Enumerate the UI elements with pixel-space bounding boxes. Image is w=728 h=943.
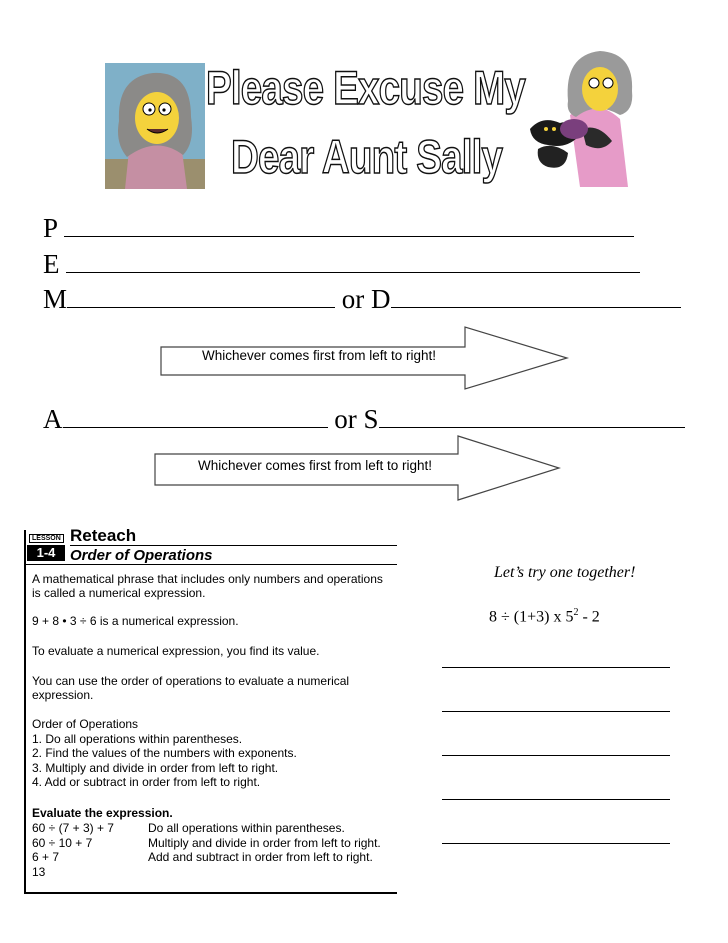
- evaluate-text: To evaluate a numerical expression, you find its value.: [32, 644, 320, 658]
- or-s-text: or S: [334, 404, 379, 434]
- intro-line-1: A mathematical phrase that includes only numbers and operations: [32, 572, 383, 586]
- s-blank[interactable]: [379, 407, 685, 428]
- order-heading: Order of Operations: [32, 717, 139, 731]
- arrow-note-2: Whichever comes first from left to right!: [198, 458, 433, 473]
- answer-line-5[interactable]: [442, 843, 670, 844]
- work-expr-3: 6 + 7: [32, 850, 60, 864]
- answer-line-3[interactable]: [442, 755, 670, 756]
- together-expression: [489, 607, 600, 626]
- a-blank[interactable]: [63, 407, 328, 428]
- arrow-left-to-right-2: [154, 435, 562, 501]
- reteach-heading: Reteach: [70, 526, 137, 545]
- m-blank[interactable]: [67, 287, 335, 308]
- m-letter: M: [43, 284, 68, 314]
- p-line: [43, 215, 634, 242]
- reteach-subheading: Order of Operations: [70, 547, 213, 564]
- title-line-1: Please Excuse My: [206, 61, 525, 114]
- work-expr-4: 13: [32, 865, 46, 879]
- intro-line-2: is called a numerical expression.: [32, 586, 206, 600]
- step-4: 4. Add or subtract in order from left to right.: [32, 775, 261, 789]
- work-expr-1: 60 ÷ (7 + 3) + 7: [32, 821, 114, 835]
- expression-main: 8 ÷ (1+3) x 5: [489, 608, 574, 626]
- a-letter: A: [43, 404, 63, 434]
- d-blank[interactable]: [391, 287, 681, 308]
- answer-line-1[interactable]: [442, 667, 670, 668]
- heading-rule: [70, 545, 397, 546]
- use-line-1: You can use the order of operations to evaluate a numerical: [32, 674, 350, 688]
- arrow-note-1: Whichever comes first from left to right!: [202, 348, 437, 363]
- p-blank[interactable]: [64, 216, 634, 237]
- e-line: [43, 251, 640, 278]
- subheading-rule: [26, 564, 397, 565]
- title-line-2: Dear Aunt Sally: [231, 130, 503, 183]
- arrow-left-to-right-1: [160, 326, 570, 390]
- work-note-1: Do all operations within parentheses.: [148, 821, 345, 835]
- or-d-text: or D: [341, 284, 391, 314]
- lesson-tab: [27, 533, 65, 559]
- step-2: 2. Find the values of the numbers with exponents.: [32, 746, 297, 760]
- as-line: [43, 406, 685, 433]
- together-prompt: Let’s try one together!: [494, 564, 636, 581]
- answer-line-2[interactable]: [442, 711, 670, 712]
- use-line-2: expression.: [32, 688, 94, 702]
- reteach-box: [24, 526, 397, 894]
- e-letter: E: [43, 249, 60, 279]
- p-letter: P: [43, 213, 58, 243]
- answer-line-4[interactable]: [442, 799, 670, 800]
- step-1: 1. Do all operations within parentheses.: [32, 732, 243, 746]
- example-expression: 9 + 8 • 3 ÷ 6 is a numerical expression.: [32, 614, 239, 628]
- evaluate-heading: Evaluate the expression.: [32, 806, 173, 820]
- character-image-left: [105, 63, 205, 189]
- lesson-label: LESSON: [29, 534, 64, 543]
- md-line: [43, 286, 681, 313]
- lesson-number: 1-4: [27, 545, 65, 561]
- character-image-right: [516, 45, 644, 190]
- work-note-3: Add and subtract in order from left to right.: [148, 850, 373, 864]
- expression-tail: - 2: [578, 608, 600, 626]
- work-expr-2: 60 ÷ 10 + 7: [32, 836, 93, 850]
- expression-exponent: 2: [573, 607, 579, 618]
- step-3: 3. Multiply and divide in order from left to right.: [32, 761, 279, 775]
- e-blank[interactable]: [66, 252, 640, 273]
- work-note-2: Multiply and divide in order from left to right.: [148, 836, 381, 850]
